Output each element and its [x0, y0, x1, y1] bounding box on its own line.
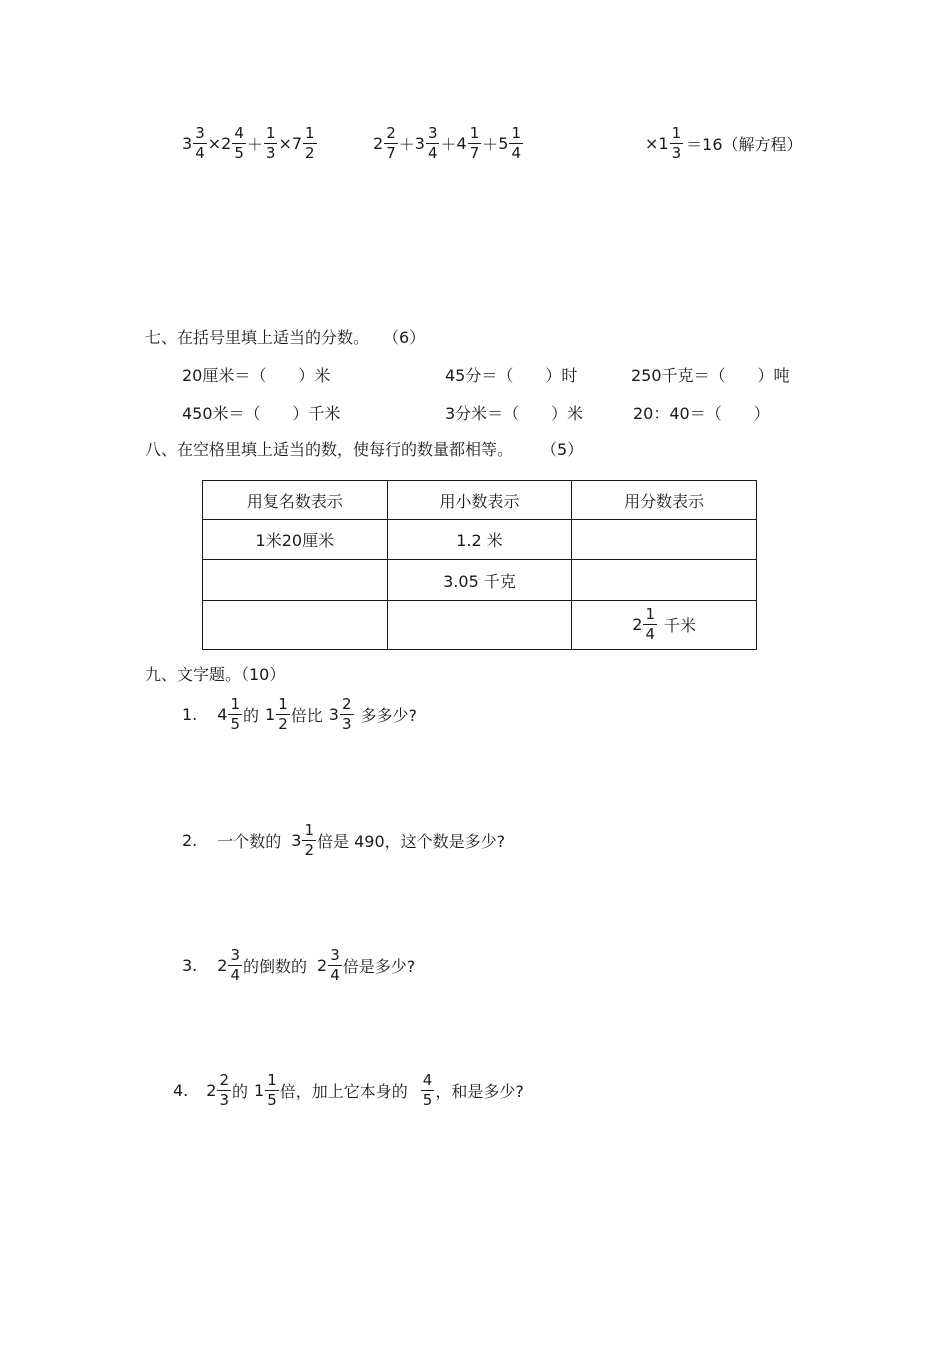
whole: 2	[221, 133, 232, 153]
operator: ×	[207, 133, 222, 153]
fraction: $\frac{1}{4}$	[645, 605, 656, 644]
text: 倍是多少?	[342, 956, 416, 976]
text: 的倒数的	[243, 956, 308, 976]
whole: 1	[265, 704, 276, 724]
question-number: 3.	[182, 955, 198, 975]
table-cell-blank	[387, 600, 572, 649]
fraction: $\frac{3}{4}$	[230, 945, 240, 984]
calc-expression-1	[182, 118, 318, 168]
text: 一个数的	[217, 831, 282, 851]
table-header-row	[203, 481, 757, 520]
fraction: $\frac{1}{5}$	[230, 694, 240, 733]
table-header-cell: 用分数表示	[572, 481, 757, 520]
whole: 2	[317, 955, 328, 975]
fill-item-1: 20厘米＝（ ）米	[182, 366, 331, 385]
question-number: 2.	[182, 830, 198, 850]
text: 倍，加上它本身的	[279, 1081, 408, 1101]
table-cell: 1.2 米	[387, 520, 572, 560]
text: 的	[243, 705, 260, 725]
table-cell: 1米20厘米	[203, 520, 388, 560]
fraction: $\frac{1}{4}$	[511, 123, 521, 162]
unit: 千米	[664, 616, 697, 636]
table-cell-fraction	[572, 600, 757, 649]
table-cell-blank	[572, 560, 757, 600]
whole: 3	[291, 830, 302, 850]
points: （5）	[541, 440, 584, 459]
fraction: $\frac{1}{2}$	[304, 820, 315, 859]
fraction: $\frac{3}{4}$	[330, 945, 340, 984]
text: 多多少?	[360, 705, 417, 725]
fraction: $\frac{1}{3}$	[265, 123, 276, 162]
whole: 2	[217, 955, 228, 975]
fill-item-4: 450米＝（ ）千米	[182, 404, 341, 423]
text: ，和是多少?	[435, 1081, 524, 1101]
question-number: 1.	[182, 704, 198, 724]
whole: 3	[328, 704, 339, 724]
operator: ×	[645, 133, 659, 153]
table-header-cell: 用小数表示	[387, 481, 572, 520]
section-8-heading: 八、在空格里填上适当的数，使每行的数量都相等。 （5）	[145, 440, 584, 459]
fill-item-5: 3分米＝（ ）米	[445, 404, 584, 423]
word-problem-1	[182, 689, 417, 739]
text: 倍比	[290, 705, 323, 725]
whole: 2	[373, 133, 384, 153]
calc-equation-3	[645, 118, 803, 168]
section-9-heading: 九、文字题。（10）	[145, 665, 286, 684]
fraction: $\frac{1}{5}$	[267, 1070, 277, 1109]
fraction: $\frac{1}{7}$	[469, 123, 480, 162]
conversion-table	[202, 480, 757, 650]
word-problem-2	[182, 815, 505, 865]
whole: 4	[456, 133, 467, 153]
operator: ＋	[440, 134, 457, 154]
text: 的	[232, 1081, 249, 1101]
table-row	[203, 560, 757, 600]
table-row	[203, 520, 757, 560]
whole: 4	[217, 704, 228, 724]
fraction: $\frac{3}{4}$	[427, 123, 438, 162]
whole: 7	[291, 133, 303, 153]
whole: 3	[182, 133, 193, 153]
word-problem-3	[182, 940, 415, 990]
whole: 1	[254, 1080, 265, 1100]
table-cell-blank	[203, 560, 388, 600]
fill-item-3: 250千克＝（ ）吨	[631, 366, 790, 385]
table-row	[203, 600, 757, 649]
fraction: $\frac{3}{4}$	[195, 123, 205, 162]
whole: 1	[658, 133, 669, 153]
points: （6）	[383, 328, 426, 347]
whole: 3	[414, 133, 425, 153]
operator: ＋	[482, 134, 499, 154]
word-problem-4	[173, 1065, 524, 1115]
table-cell: 3.05 千克	[387, 560, 572, 600]
fraction: $\frac{4}{5}$	[422, 1070, 433, 1109]
operator: ＋	[398, 134, 415, 154]
equation-rest: ＝16（解方程）	[686, 134, 803, 154]
fraction: $\frac{1}{3}$	[671, 123, 682, 162]
whole: 2	[206, 1080, 217, 1100]
fraction: $\frac{4}{5}$	[234, 123, 244, 162]
calc-expression-2	[373, 118, 524, 168]
fraction: $\frac{2}{3}$	[341, 694, 352, 733]
fill-item-6: 20：40＝（ ）	[633, 404, 770, 423]
question-number: 4.	[173, 1080, 189, 1100]
operator: ＋	[246, 134, 263, 154]
fill-item-2: 45分＝（ ）时	[445, 366, 578, 385]
table-header-cell: 用复名数表示	[203, 481, 388, 520]
fraction: $\frac{2}{7}$	[386, 123, 396, 162]
fraction: $\frac{2}{3}$	[219, 1070, 229, 1109]
whole: 5	[498, 133, 509, 153]
fraction: $\frac{1}{2}$	[278, 694, 288, 733]
fraction: $\frac{1}{2}$	[305, 123, 315, 162]
table-cell-blank	[572, 520, 757, 560]
section-7-heading: 七、在括号里填上适当的分数。 （6）	[145, 328, 426, 347]
text: 倍是 490，这个数是多少?	[317, 831, 506, 851]
operator: ×	[278, 133, 292, 153]
table-cell-blank	[203, 600, 388, 649]
whole: 2	[632, 615, 643, 635]
